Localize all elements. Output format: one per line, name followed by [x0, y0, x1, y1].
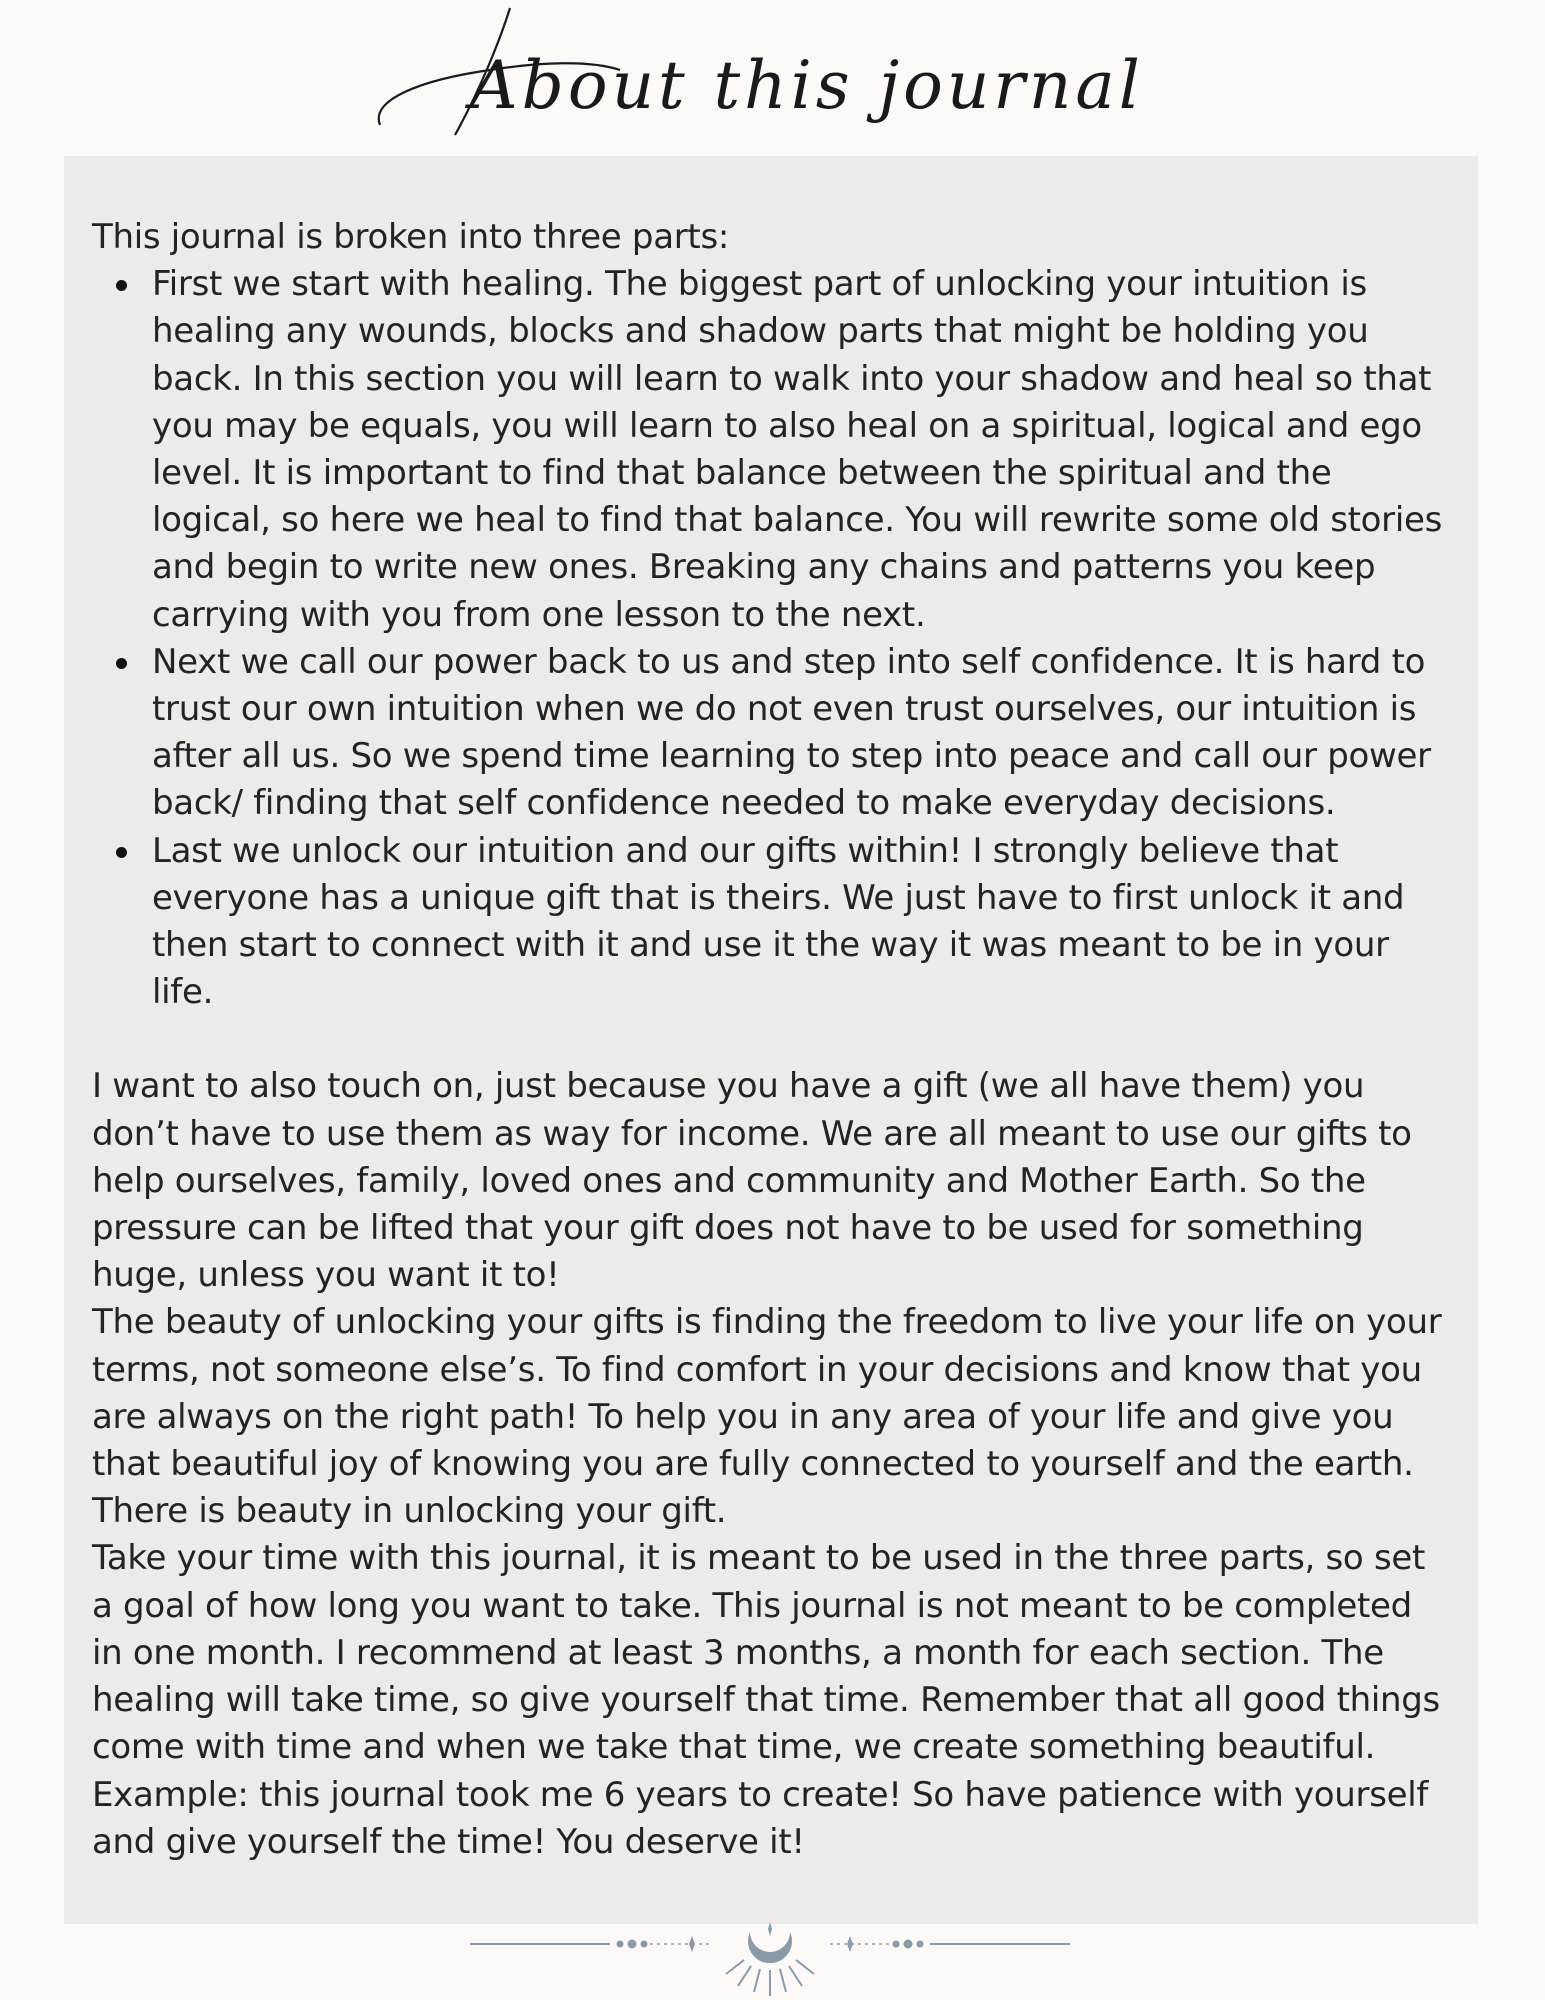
paragraph-time: Take your time with this journal, it is meant to be used in the three parts, so set a goal of how long you want to take. This journal is not meant to be completed in one month. I recommend at least 3 months, a month for each section. The healing will take time, so give yourself that time. Remember that all good things come with time and when we take that time, we create something beautiful. Example: this journal took me 6 years to create! So have patience with yourself and give yourself the time! You deserve it!	[92, 1538, 1440, 1862]
star-icon	[768, 1922, 772, 1936]
sparkle-icon	[689, 1936, 695, 1952]
moon-rays	[726, 1960, 814, 1996]
ornament-dot	[893, 1941, 899, 1947]
moon-ornament	[460, 1920, 1080, 2000]
list-item: Next we call our power back to us and step into self confidence. It is hard to trust our own intuition when we do not even trust ourselves, our intuition is after all us. So we spend time learning to step into peace and call our power back/ finding that self confidence needed to make everyday decisions.	[152, 639, 1450, 828]
journal-body	[92, 214, 1450, 1866]
page-title: About this journal	[470, 47, 1144, 124]
ornament-dot	[917, 1941, 923, 1947]
ornament-dot	[904, 1940, 912, 1948]
paragraph-beauty: The beauty of unlocking your gifts is finding the freedom to live your life on your terms, not someone else’s. To find comfort in your decisions and know that you are always on the right path! To help you in any area of your life and give you that beautiful joy of knowing you are fully connected to yourself and the earth. There is beauty in unlocking your gift.	[92, 1302, 1442, 1532]
parts-list	[92, 261, 1450, 1016]
spacer	[92, 1016, 1450, 1063]
crescent-moon-icon	[748, 1932, 792, 1963]
list-item: Last we unlock our intuition and our gifts within! I strongly believe that everyone has a unique gift that is theirs. We just have to first unlock it and then start to connect with it and use it the way it was meant to be in your life.	[152, 828, 1450, 1017]
ornament-dot	[617, 1941, 623, 1947]
page-header	[0, 0, 1545, 150]
content-panel	[64, 156, 1478, 1924]
ornament-dot	[641, 1941, 647, 1947]
title-svg	[360, 0, 1144, 150]
ornament-dot	[628, 1940, 636, 1948]
sparkle-icon	[847, 1936, 853, 1952]
intro-text: This journal is broken into three parts:	[92, 217, 730, 257]
paragraph-gifts: I want to also touch on, just because you have a gift (we all have them) you don’t have to use them as way for income. We are all meant to use our gifts to help ourselves, family, loved ones and community and Mother Earth. So the pressure can be lifted that your gift does not have to be used for something huge, unless you want it to!	[92, 1066, 1412, 1296]
list-item: First we start with healing. The biggest part of unlocking your intuition is healing any wounds, blocks and shadow parts that might be holding you back. In this section you will learn to walk into your shadow and heal so that you may be equals, you will learn to also heal on a spiritual, logical and ego level. It is important to find that balance between the spiritual and the logical, so here we heal to find that balance. You will rewrite some old stories and begin to write new ones. Breaking any chains and patterns you keep carrying with you from one lesson to the next.	[152, 261, 1450, 639]
